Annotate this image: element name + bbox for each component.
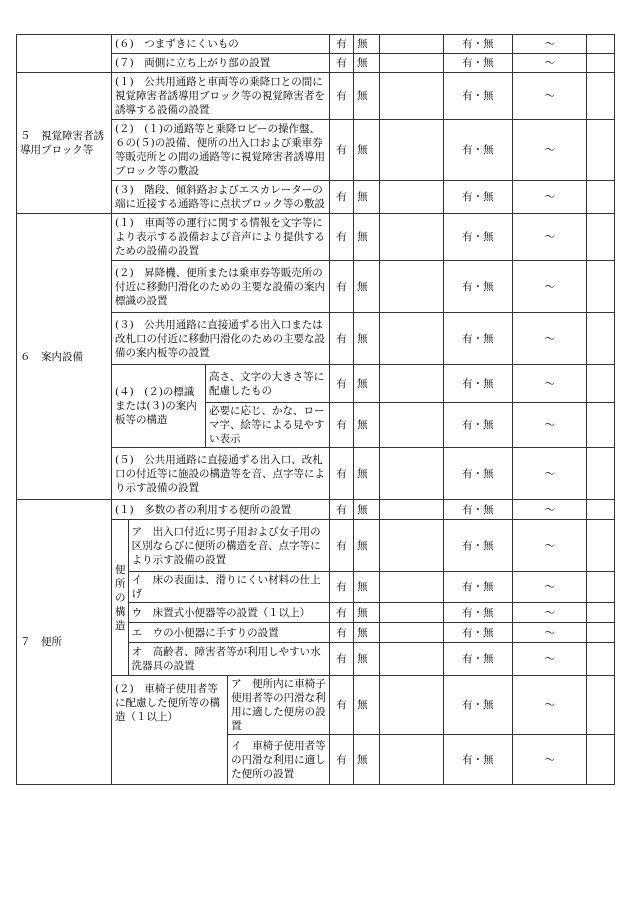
period-cell: ～	[513, 520, 587, 572]
item-label: (３) 公共用通路に直接通ずる出入口または改札口の付近に移動円滑化のための主要な設備の案内板等の設置	[112, 313, 330, 365]
mark-umu: 有・無	[443, 448, 513, 500]
mark-umu: 有・無	[443, 313, 513, 365]
blank-cell	[587, 120, 615, 181]
category-6: ６ 案内設備	[17, 214, 112, 500]
mark-mu: 無	[354, 735, 379, 785]
mark-u: 有	[329, 54, 353, 73]
vertical-label-char: 所	[115, 577, 126, 590]
mark-umu: 有・無	[443, 500, 513, 520]
mark-mu: 無	[354, 35, 379, 54]
item-label: イ 床の表面は、滑りにくい材料の仕上げ	[128, 572, 329, 603]
item-label: (６) つまずきにくいもの	[112, 35, 330, 54]
mark-umu: 有・無	[443, 120, 513, 181]
blank-cell	[379, 214, 443, 261]
mark-mu: 無	[354, 448, 379, 500]
period-cell: ～	[513, 643, 587, 676]
blank-cell	[587, 365, 615, 403]
mark-u: 有	[329, 403, 353, 448]
mark-u: 有	[329, 35, 353, 54]
category-cell	[17, 35, 112, 73]
mark-u: 有	[329, 181, 353, 214]
blank-cell	[587, 181, 615, 214]
blank-cell	[587, 500, 615, 520]
table-row	[17, 500, 615, 520]
mark-umu: 有・無	[443, 676, 513, 735]
blank-cell	[379, 73, 443, 120]
period-cell: ～	[513, 735, 587, 785]
mark-umu: 有・無	[443, 520, 513, 572]
blank-cell	[587, 214, 615, 261]
blank-cell	[587, 735, 615, 785]
blank-cell	[587, 520, 615, 572]
mark-u: 有	[329, 603, 353, 623]
item-label: (５) 公共用通路に直接通ずる出入口、改札口の付近等に施設の構造等を音、点字等により示す設備の設置	[112, 448, 330, 500]
mark-umu: 有・無	[443, 214, 513, 261]
item-label: (２) 昇降機、便所または乗車券等販売所の付近に移動円滑化のための主要な設備の案内標識の設置	[112, 261, 330, 313]
period-cell: ～	[513, 623, 587, 643]
checklist-table	[16, 34, 615, 785]
mark-umu: 有・無	[443, 735, 513, 785]
item-label: オ 高齢者、障害者等が利用しやすい水洗器具の設置	[128, 643, 329, 676]
period-cell: ～	[513, 181, 587, 214]
mark-mu: 無	[354, 313, 379, 365]
table-row	[17, 214, 615, 261]
sub-item-label: 高さ、文字の大きさ等に配慮したもの	[205, 365, 329, 403]
sub-item-label: ア 便所内に車椅子使用者等の円滑な利用に適した便房の設置	[228, 676, 330, 735]
mark-mu: 無	[354, 120, 379, 181]
mark-u: 有	[329, 735, 353, 785]
item-label: (２) 車椅子使用者等に配慮した便所等の構造（１以上）	[112, 676, 228, 785]
blank-cell	[587, 623, 615, 643]
blank-cell	[379, 623, 443, 643]
period-cell: ～	[513, 54, 587, 73]
blank-cell	[587, 261, 615, 313]
mark-u: 有	[329, 448, 353, 500]
mark-mu: 無	[354, 73, 379, 120]
mark-umu: 有・無	[443, 181, 513, 214]
blank-cell	[379, 643, 443, 676]
blank-cell	[379, 54, 443, 73]
mark-umu: 有・無	[443, 623, 513, 643]
mark-u: 有	[329, 623, 353, 643]
blank-cell	[379, 35, 443, 54]
blank-cell	[587, 35, 615, 54]
period-cell: ～	[513, 365, 587, 403]
blank-cell	[379, 572, 443, 603]
mark-mu: 無	[354, 403, 379, 448]
blank-cell	[379, 448, 443, 500]
mark-umu: 有・無	[443, 73, 513, 120]
period-cell: ～	[513, 448, 587, 500]
blank-cell	[379, 403, 443, 448]
period-cell: ～	[513, 35, 587, 54]
period-cell: ～	[513, 261, 587, 313]
blank-cell	[379, 313, 443, 365]
blank-cell	[379, 520, 443, 572]
mark-mu: 無	[354, 603, 379, 623]
mark-mu: 無	[354, 365, 379, 403]
item-label: (１) 多数の者の利用する便所の設置	[112, 500, 330, 520]
period-cell: ～	[513, 120, 587, 181]
period-cell: ～	[513, 603, 587, 623]
blank-cell	[587, 676, 615, 735]
mark-mu: 無	[354, 181, 379, 214]
vertical-label-char: 造	[115, 619, 126, 632]
mark-umu: 有・無	[443, 643, 513, 676]
mark-umu: 有・無	[443, 365, 513, 403]
blank-cell	[379, 676, 443, 735]
blank-cell	[379, 500, 443, 520]
blank-cell	[587, 54, 615, 73]
blank-cell	[379, 120, 443, 181]
blank-cell	[587, 448, 615, 500]
item-label: ア 出入口付近に男子用および女子用の区別ならびに便所の構造を音、点字等により示す設備の設置	[128, 520, 329, 572]
blank-cell	[379, 603, 443, 623]
mark-u: 有	[329, 520, 353, 572]
period-cell: ～	[513, 572, 587, 603]
mark-u: 有	[329, 572, 353, 603]
mark-umu: 有・無	[443, 603, 513, 623]
mark-mu: 無	[354, 676, 379, 735]
category-5: ５ 視覚障害者誘導用ブロック等	[17, 73, 112, 214]
mark-umu: 有・無	[443, 403, 513, 448]
category-7: ７ 便所	[17, 500, 112, 785]
period-cell: ～	[513, 676, 587, 735]
item-label: エ ウの小便器に手すりの設置	[128, 623, 329, 643]
mark-umu: 有・無	[443, 54, 513, 73]
item-label: ウ 床置式小便器等の設置（１以上）	[128, 603, 329, 623]
item-label: (１) 車両等の運行に関する情報を文字等により表示する設備および音声により提供するための設備の設置	[112, 214, 330, 261]
item-label: (４) (２)の標識または(３)の案内板等の構造	[112, 365, 206, 448]
item-label: (２) (１)の通路等と乗降ロビーの操作盤、６の(５)の設備、便所の出入口および乗車券等販売所との間の通路等に視覚障害者誘導用ブロック等の敷設	[112, 120, 330, 181]
mark-mu: 無	[354, 643, 379, 676]
vertical-label-char: 便	[115, 563, 126, 576]
period-cell: ～	[513, 313, 587, 365]
blank-cell	[587, 73, 615, 120]
blank-cell	[379, 261, 443, 313]
period-cell: ～	[513, 214, 587, 261]
item-label: (１) 公共用通路と車両等の乗降口との間に視覚障害者誘導用ブロック等の視覚障害者を誘導する設備の設置	[112, 73, 330, 120]
blank-cell	[587, 403, 615, 448]
mark-u: 有	[329, 313, 353, 365]
period-cell: ～	[513, 73, 587, 120]
mark-mu: 無	[354, 520, 379, 572]
mark-u: 有	[329, 643, 353, 676]
mark-mu: 無	[354, 500, 379, 520]
mark-u: 有	[329, 676, 353, 735]
mark-mu: 無	[354, 261, 379, 313]
period-cell: ～	[513, 403, 587, 448]
mark-u: 有	[329, 261, 353, 313]
mark-mu: 無	[354, 214, 379, 261]
sub-item-label: イ 車椅子使用者等の円滑な利用に適した便所の設置	[228, 735, 330, 785]
mark-mu: 無	[354, 54, 379, 73]
mark-mu: 無	[354, 623, 379, 643]
mark-u: 有	[329, 500, 353, 520]
mark-u: 有	[329, 73, 353, 120]
mark-u: 有	[329, 214, 353, 261]
vertical-label-char: 構	[115, 605, 126, 618]
table-row	[17, 73, 615, 120]
sub-item-label: 必要に応じ、かな、ローマ字、絵等による見やすい表示	[205, 403, 329, 448]
mark-umu: 有・無	[443, 261, 513, 313]
blank-cell	[587, 603, 615, 623]
blank-cell	[379, 365, 443, 403]
item-label: (７) 両側に立ち上がり部の設置	[112, 54, 330, 73]
blank-cell	[379, 181, 443, 214]
blank-cell	[587, 572, 615, 603]
period-cell: ～	[513, 500, 587, 520]
mark-umu: 有・無	[443, 572, 513, 603]
mark-umu: 有・無	[443, 35, 513, 54]
vertical-label-char: の	[115, 591, 126, 604]
mark-u: 有	[329, 365, 353, 403]
toilet-structure-label	[112, 520, 129, 676]
blank-cell	[379, 735, 443, 785]
item-label: (３) 階段、傾斜路およびエスカレーターの端に近接する通路等に点状ブロック等の敷設	[112, 181, 330, 214]
blank-cell	[587, 313, 615, 365]
mark-u: 有	[329, 120, 353, 181]
mark-mu: 無	[354, 572, 379, 603]
table-row	[17, 35, 615, 54]
blank-cell	[587, 643, 615, 676]
